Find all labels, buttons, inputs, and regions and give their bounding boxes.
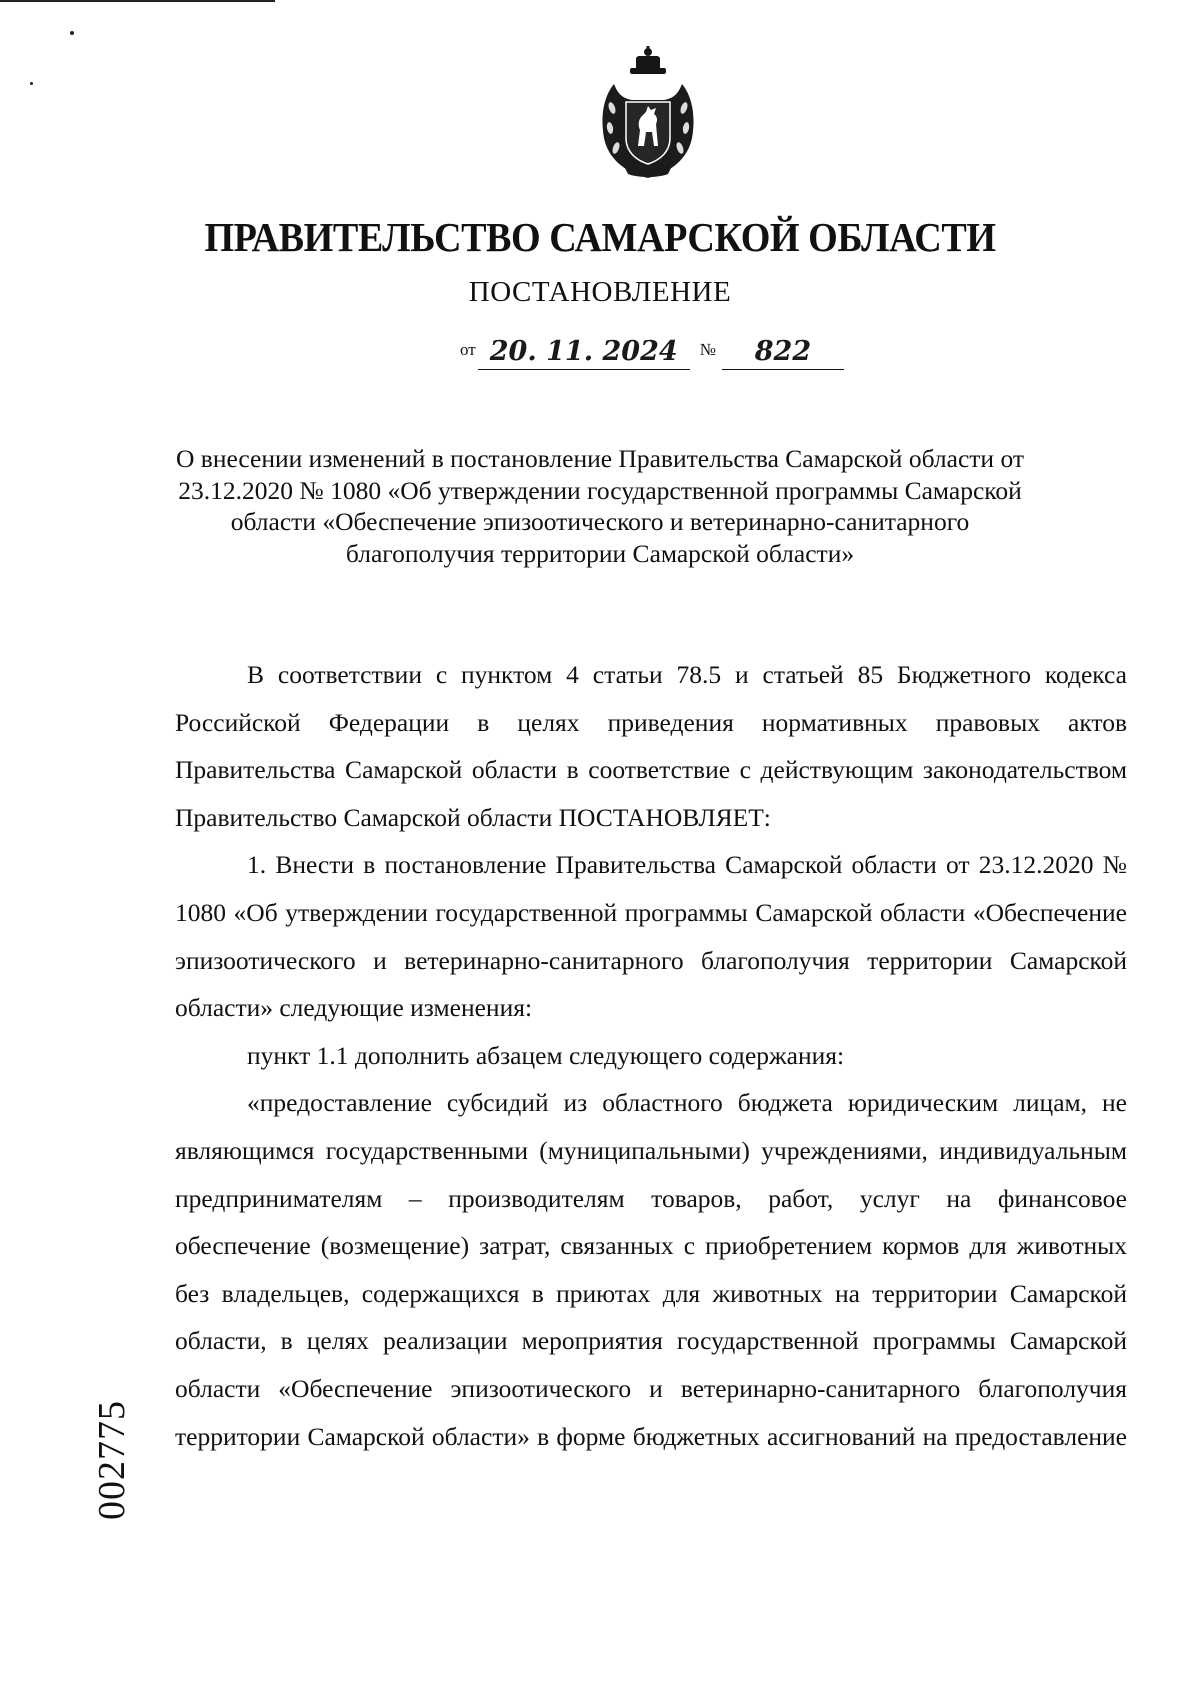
date-number-line xyxy=(460,330,844,370)
date-prefix: от xyxy=(460,340,476,359)
document-subject: О внесении изменений в постановление Правительства Самарской области от 23.12.2020 № 1080 «Об утверждении государственной программы Самарской области «Обеспечение эпизоотического и ветеринарно-санитарного благополучия территории Самарской области» xyxy=(175,444,1024,568)
handwritten-number: 822 xyxy=(722,335,844,370)
document-body xyxy=(175,651,1127,1460)
government-title: ПРАВИТЕЛЬСТВО САМАРСКОЙ ОБЛАСТИ xyxy=(204,214,996,260)
preamble-paragraph: В соответствии с пунктом 4 статьи 78.5 и статьей 85 Бюджетного кодекса Российской Федерации в целях приведения нормативных правовых актов Правительства Самарской области в соответствие с действующим законодательством Правительство Самарской области ПОСТАНОВЛЯЕТ: xyxy=(175,660,1127,832)
document-type: ПОСТАНОВЛЕНИЕ xyxy=(468,276,732,308)
quoted-paragraph: «предоставление субсидий из областного бюджета юридическим лицам, не являющимся государственными (муниципальными) учреждениями, индивидуальным предпринимателям – производителям товаров, работ, услуг на финансовое обеспечение (возмещение) затрат, связанных с приобретением кормов для животных без владельцев, содержащихся в приютах для животных на территории Самарской области, в целях реализации мероприятия государственной программы Самарской области «Обеспечение эпизоотического и ветеринарно-санитарного благополучия территории Самарской области» в форме бюджетных ассигнований на предоставление xyxy=(175,1088,1127,1451)
scan-speck xyxy=(70,31,74,35)
margin-stamp-number: 002775 xyxy=(91,1400,133,1520)
scan-speck xyxy=(30,82,33,85)
item-1-paragraph: 1. Внести в постановление Правительства Самарской области от 23.12.2020 № 1080 «Об утверждении государственной программы Самарской области «Обеспечение эпизоотического и ветеринарно-санитарного благополучия территории Самарской области» следующие изменения: xyxy=(175,850,1127,1023)
samara-coat-of-arms-icon xyxy=(594,46,702,182)
handwritten-date: 20. 11. 2024 xyxy=(478,335,690,370)
item-1-1-paragraph: пункт 1.1 дополнить абзацем следующего содержания: xyxy=(247,1040,845,1070)
number-prefix: № xyxy=(699,340,716,359)
scan-edge-line xyxy=(0,0,275,2)
